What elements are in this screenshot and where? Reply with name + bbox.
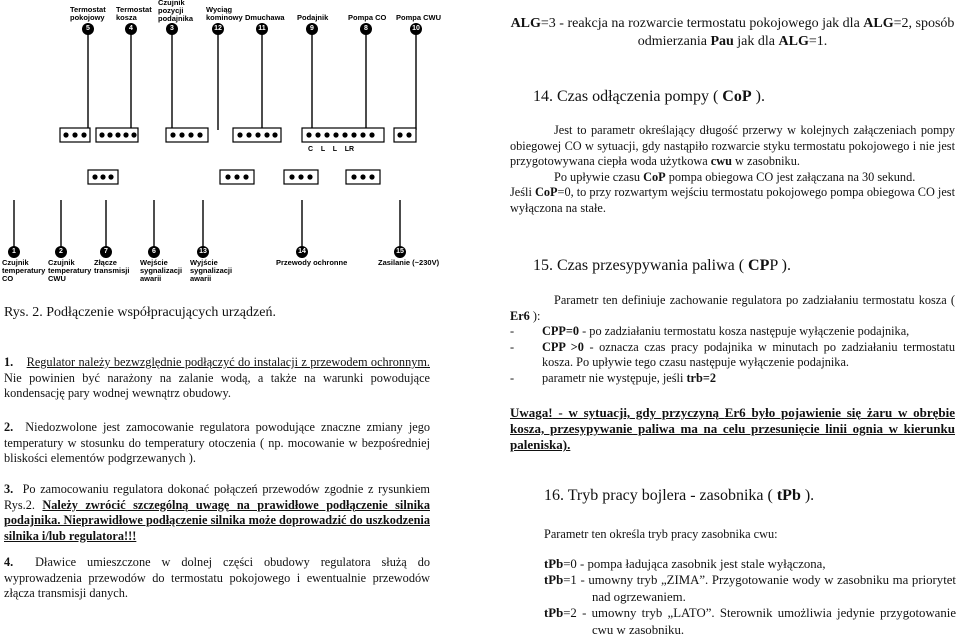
alg-text: jak dla bbox=[733, 34, 779, 49]
label-number: 15 bbox=[394, 246, 406, 258]
text: Po upływie czasu bbox=[554, 169, 644, 184]
section-number: 14. bbox=[533, 88, 553, 105]
paragraph-4 bbox=[4, 555, 430, 602]
heading-text: ). bbox=[751, 88, 765, 105]
pau-keyword: Pau bbox=[710, 34, 734, 49]
label-text: Pompa CO bbox=[348, 13, 387, 22]
alg-text: =3 - reakcja na rozwarcie termostatu pokojowego jak dla bbox=[540, 16, 864, 31]
label-text: Czujnik temperatury CWU bbox=[48, 258, 92, 283]
warning-text: - w sytuacji, gdy przyczyną bbox=[552, 405, 725, 420]
cpp-keyword: CP bbox=[748, 257, 770, 274]
paragraph-2 bbox=[4, 420, 430, 467]
section-14-p2 bbox=[510, 170, 955, 186]
section-15-item-2 bbox=[510, 340, 955, 371]
label-text: Termostat kosza bbox=[116, 5, 152, 22]
text: w zasobniku. bbox=[731, 154, 800, 169]
wiring-diagram-drawing bbox=[0, 0, 450, 285]
tpb-keyword: tPb bbox=[544, 573, 564, 588]
heading-text: Tryb pracy bojlera - zasobnika ( bbox=[564, 487, 777, 504]
warning-text: było pojawienie się żaru w obrębie kosza, przesypywanie paliwa ma na celu przesunięcie linii ognia w kierunku paleniska). bbox=[510, 405, 955, 452]
bullet-dash: - bbox=[510, 324, 515, 339]
cpp-keyword: CPP >0 bbox=[542, 339, 584, 354]
section-15-heading bbox=[533, 257, 791, 275]
label-text: Wyciąg kominowy bbox=[206, 5, 243, 22]
text: - oznacza czas pracy podajnika w minutach po zadziałaniu termostatu kosza. Po upływie tego czasu następuje wyłączenie podajnika. bbox=[542, 339, 955, 370]
paragraph-3-number: 3. bbox=[4, 482, 14, 496]
bullet-dash: - bbox=[510, 339, 515, 354]
label-text: Czujnik temperatury CO bbox=[2, 258, 46, 283]
section-14-body bbox=[510, 123, 955, 217]
section-16-option-2 bbox=[544, 605, 956, 638]
label-number: 1 bbox=[8, 246, 20, 258]
text: ): bbox=[529, 308, 541, 323]
text: pompa obiegowa CO jest załączana na 30 sekund. bbox=[665, 169, 916, 184]
paragraph-3-text: Po zamocowaniu regulatora dokonać połączeń przewodów zgodnie z rysunkiem Rys.2. bbox=[4, 482, 430, 512]
text: Jeśli bbox=[510, 185, 535, 200]
trb-keyword: trb=2 bbox=[686, 370, 717, 385]
text: Jest to parametr określający długość przerwy w kolejnych załączeniach pompy obiegowej CO w sytuacji, gdy nastąpiło rozwarcie styku termostatu pokojowego i nie jest przygotowywana ciepła woda użytkowa bbox=[510, 123, 955, 169]
section-number: 15. bbox=[533, 257, 553, 274]
tpb-keyword: tPb bbox=[544, 606, 564, 621]
text: =0, to przy rozwartym wejściu termostatu pokojowego pompa obiegowa CO jest wyłączona na stałe. bbox=[510, 185, 956, 215]
label-number: 12 bbox=[212, 23, 224, 35]
cop-keyword: CoP bbox=[722, 88, 752, 105]
tpb-keyword: tPb bbox=[544, 557, 564, 571]
section-16-option-1 bbox=[544, 572, 956, 605]
text: =0 - pompa ładująca zasobnik jest stale wyłączona, bbox=[563, 557, 826, 571]
label-number: 13 bbox=[197, 246, 209, 258]
label-text: Termostat pokojowy bbox=[70, 5, 106, 22]
label-text: Zasilanie (~230V) bbox=[378, 258, 440, 267]
er6-keyword: Er6 bbox=[510, 308, 530, 323]
er6-keyword: Er6 bbox=[724, 405, 746, 420]
paragraph-1-number: 1. bbox=[4, 355, 14, 369]
section-16-options bbox=[544, 556, 956, 638]
figure-caption: Rys. 2. Podłączenie współpracujących urządzeń. bbox=[4, 305, 276, 320]
heading-text: Czas przesypywania paliwa ( bbox=[553, 257, 749, 274]
section-16-option-0 bbox=[544, 556, 956, 572]
label-text: Czujnik pozycji podajnika bbox=[158, 0, 194, 23]
label-number: 9 bbox=[306, 23, 318, 35]
section-14-p1 bbox=[510, 123, 955, 170]
tpb-keyword: tPb bbox=[776, 487, 801, 504]
section-15-body bbox=[510, 293, 955, 387]
heading-text: Czas odłączenia pompy ( bbox=[553, 88, 723, 105]
paragraph-3-warning: Należy zwrócić szczególną uwagę na prawidłowe podłączenie silnika podajnika. Nieprawidłowe podłączenie silnika może doprowadzić do uszkodzenia silnika i/lub regulatora!!! bbox=[4, 497, 430, 543]
text: =1 - umowny tryb „ZIMA”. Przygotowanie wody w zasobniku ma priorytet nad ogrzewaniem. bbox=[563, 573, 956, 604]
section-15-item-1 bbox=[510, 324, 955, 340]
cop-keyword: CoP bbox=[534, 185, 558, 200]
text: - po zadziałaniu termostatu kosza następuje wyłączenie podajnika, bbox=[579, 324, 910, 339]
section-14-heading bbox=[533, 88, 765, 106]
label-text: Przewody ochronne bbox=[276, 258, 348, 267]
alg-text: =2, sposób odmierzania bbox=[637, 16, 955, 49]
paragraph-4-text: Dławice umieszczone w dolnej części obudowy regulatora służą do wyprowadzenia przewodów do termostatu pokojowego i ewentualnie przewodów złącza transmisji danych. bbox=[4, 555, 431, 601]
alg-keyword: ALG bbox=[510, 16, 541, 31]
label-number: 14 bbox=[296, 246, 308, 258]
label-text: Dmuchawa bbox=[245, 13, 285, 22]
cwu-keyword: cwu bbox=[710, 154, 732, 169]
section-15-item-3 bbox=[510, 371, 955, 387]
label-number: 5 bbox=[82, 23, 94, 35]
paragraph-2-number: 2. bbox=[4, 420, 14, 434]
warning-label: Uwaga! bbox=[510, 405, 553, 420]
label-text: Pompa CWU bbox=[396, 13, 441, 22]
label-number: 11 bbox=[256, 23, 268, 35]
label-text: Złącze transmisji bbox=[94, 258, 130, 275]
paragraph-2-text: Niedozwolone jest zamocowanie regulatora powodujące znaczne zmiany jego temperatury w stosunku do temperatury otoczenia ( np. mocowanie w bezpośredniej bliskości elementów podgrzewanych ). bbox=[4, 420, 430, 466]
section-15-intro bbox=[510, 293, 955, 324]
label-number: 2 bbox=[55, 246, 67, 258]
label-number: 8 bbox=[360, 23, 372, 35]
text: Parametr ten definiuje zachowanie regulatora po zadziałaniu termostatu kosza ( bbox=[554, 293, 955, 307]
alg-text: =1. bbox=[808, 34, 828, 49]
paragraph-3 bbox=[4, 482, 430, 544]
paragraph-1-text: Nie powinien być narażony na zalanie wodą, a także na warunki powodujące kondensację pary wodnej wewnątrz obudowy. bbox=[4, 370, 430, 401]
heading-text: ). bbox=[800, 487, 815, 504]
section-16-intro: Parametr ten określa tryb pracy zasobnika cwu: bbox=[544, 527, 778, 541]
section-14-p3 bbox=[510, 185, 955, 216]
label-text: Podajnik bbox=[297, 13, 329, 22]
bullet-dash: - bbox=[510, 370, 515, 385]
paragraph-4-number: 4. bbox=[4, 555, 14, 569]
cop-keyword: CoP bbox=[643, 169, 666, 184]
label-number: 7 bbox=[100, 246, 112, 258]
text: parametr nie występuje, jeśli bbox=[542, 370, 687, 385]
wiring-diagram bbox=[0, 0, 450, 285]
label-number: 4 bbox=[125, 23, 137, 35]
paragraph-1-emphasis: Regulator należy bezwzględnie podłączyć do instalacji z przewodem ochronnym. bbox=[26, 355, 430, 369]
section-16-heading bbox=[544, 487, 814, 505]
alg-paragraph bbox=[510, 15, 955, 51]
text: =2 - umowny tryb „LATO”. Sterownik umożliwia jedynie przygotowanie cwu w zasobniku. bbox=[563, 606, 956, 637]
section-number: 16. bbox=[544, 487, 564, 504]
label-number: 6 bbox=[148, 246, 160, 258]
cpp-keyword: CPP=0 bbox=[542, 324, 580, 339]
alg-keyword: ALG bbox=[778, 34, 809, 49]
warning-paragraph bbox=[510, 405, 955, 453]
label-text: Wejście sygnalizacji awarii bbox=[140, 258, 183, 283]
heading-text: P ). bbox=[769, 257, 792, 274]
label-text: Wyjście sygnalizacji awarii bbox=[190, 258, 233, 283]
label-number: 3 bbox=[166, 23, 178, 35]
label-number: 10 bbox=[410, 23, 422, 35]
terminal-marks: C L L LR bbox=[308, 146, 355, 153]
paragraph-1 bbox=[4, 355, 430, 402]
alg-keyword: ALG bbox=[863, 16, 894, 31]
